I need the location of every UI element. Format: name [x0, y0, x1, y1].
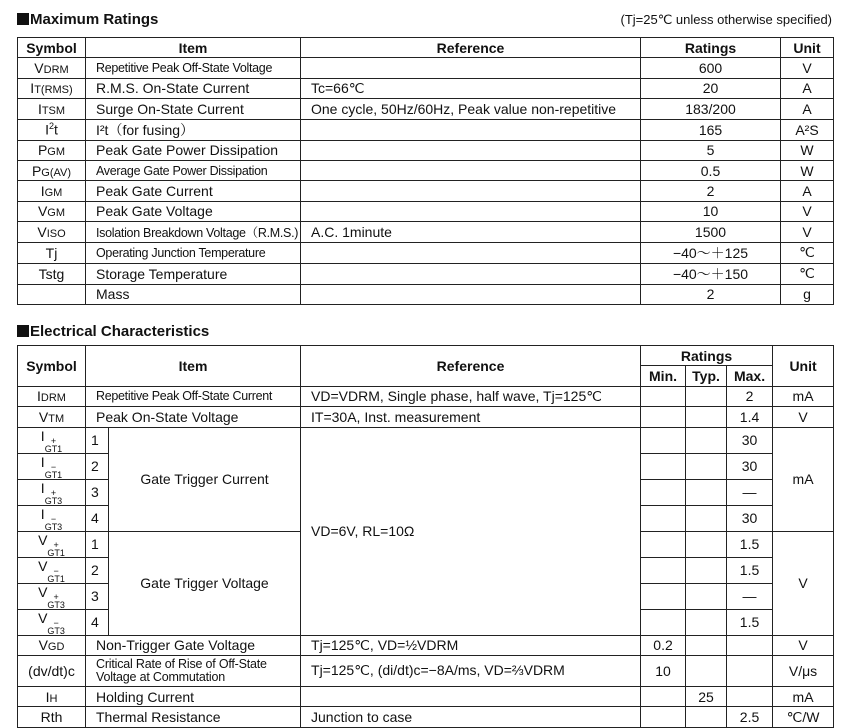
reference-cell [301, 140, 641, 160]
symbol-cell [18, 99, 86, 119]
unit-cell: W [781, 140, 834, 160]
symbol-main: V [38, 531, 48, 548]
typ-cell [686, 505, 727, 531]
symbol-sub: GM [47, 207, 66, 220]
table-row [18, 58, 834, 78]
typ-cell [686, 635, 727, 655]
symbol-main: I [37, 388, 41, 405]
symbol-main: I [40, 427, 45, 444]
typ-cell [686, 427, 727, 453]
rating-cell: 600 [641, 58, 781, 78]
rating-cell: 2 [641, 181, 781, 201]
symbol-cell [18, 78, 86, 98]
max-cell: 2.5 [727, 707, 773, 727]
item-cell: Holding Current [86, 686, 301, 706]
unit-cell: mA [773, 386, 834, 406]
symbol-main: I [40, 453, 45, 470]
header-max: Max. [727, 366, 773, 386]
mode-number-cell: 1 [86, 427, 109, 453]
table-row [18, 181, 834, 201]
item-cell: Repetitive Peak Off-State Voltage [86, 58, 301, 78]
header-reference: Reference [301, 346, 641, 387]
reference-cell: Tc=66℃ [301, 78, 641, 98]
symbol-main: I [40, 505, 45, 522]
typ-cell [686, 531, 727, 557]
header-reference: Reference [301, 38, 641, 58]
reference-cell [301, 263, 641, 284]
header-unit: Unit [773, 346, 834, 387]
unit-cell: A²S [781, 119, 834, 140]
symbol-main: V [34, 60, 44, 77]
max-cell: 1.5 [727, 557, 773, 583]
unit-cell: g [781, 284, 834, 304]
symbol-supsub [45, 489, 63, 505]
symbol-main: (dv/dt)c [28, 662, 75, 679]
symbol-sup: − [53, 617, 59, 628]
item-cell: I²t（for fusing） [86, 119, 301, 140]
item-cell: Peak Gate Current [86, 181, 301, 201]
reference-cell: One cycle, 50Hz/60Hz, Peak value non-repetitive [301, 99, 641, 119]
item-cell: Critical Rate of Rise of Off-State Voltage at Commutation [86, 655, 301, 686]
min-cell [641, 707, 686, 727]
symbol-cell [18, 427, 86, 453]
rating-cell: 20 [641, 78, 781, 98]
symbol-sub: GD [47, 641, 65, 654]
symbol-main: I [30, 80, 35, 97]
table-row [18, 427, 834, 453]
symbol-cell [18, 222, 86, 242]
unit-cell: V/μs [773, 655, 834, 686]
symbol-cell [18, 201, 86, 221]
symbol-sub: GT1 [47, 573, 65, 584]
typ-cell [686, 453, 727, 479]
unit-cell: V [781, 58, 834, 78]
max-cell [727, 635, 773, 655]
table-row [18, 655, 834, 686]
symbol-supsub [47, 593, 65, 609]
reference-cell [301, 201, 641, 221]
symbol-main: P [31, 162, 42, 179]
typ-cell [686, 707, 727, 727]
mode-number-cell: 2 [86, 453, 109, 479]
symbol-sub: GT3 [44, 495, 63, 506]
reference-cell [301, 160, 641, 180]
min-cell [641, 407, 686, 427]
item-cell: Peak Gate Voltage [86, 201, 301, 221]
max-ratings-condition: (Tj=25℃ unless otherwise specified) [620, 12, 832, 27]
min-cell: 0.2 [641, 635, 686, 655]
unit-cell: mA [773, 427, 834, 531]
header-item: Item [86, 38, 301, 58]
table-row [18, 160, 834, 180]
symbol-sup: + [53, 591, 59, 602]
item-cell: Storage Temperature [86, 263, 301, 284]
item-cell: Isolation Breakdown Voltage（R.M.S.) [86, 222, 301, 242]
table-row [18, 284, 834, 304]
symbol-cell [18, 181, 86, 201]
reference-cell [301, 284, 641, 304]
header-item: Item [86, 346, 301, 387]
unit-cell: V [781, 222, 834, 242]
reference-cell [301, 686, 641, 706]
symbol-sub: G(AV) [41, 166, 72, 179]
symbol-supsub [45, 463, 63, 479]
mode-number-cell: 3 [86, 479, 109, 505]
reference-cell [301, 242, 641, 263]
reference-cell: Tj=125℃, VD=½VDRM [301, 635, 641, 655]
symbol-main: I [45, 121, 49, 138]
unit-cell: mA [773, 686, 834, 706]
symbol-cell [18, 242, 86, 263]
symbol-sub: GM [44, 187, 63, 200]
unit-cell: W [781, 160, 834, 180]
symbol-cell [18, 284, 86, 304]
table-row [18, 635, 834, 655]
symbol-sup: 2 [48, 121, 54, 132]
mode-number-cell: 4 [86, 505, 109, 531]
symbol-sup: − [50, 461, 57, 472]
symbol-sub: DRM [43, 64, 69, 77]
symbol-cell [18, 160, 86, 180]
symbol-main: I [45, 688, 50, 705]
reference-cell: IT=30A, Inst. measurement [301, 407, 641, 427]
table-row [18, 386, 834, 406]
unit-cell: A [781, 78, 834, 98]
min-cell [641, 557, 686, 583]
table-row [18, 140, 834, 160]
rating-cell: −40～＋150 [641, 263, 781, 284]
min-cell [641, 453, 686, 479]
typ-cell [686, 407, 727, 427]
symbol-sub: H [49, 692, 58, 705]
symbol-main: V [38, 609, 48, 626]
max-ratings-heading [17, 11, 158, 28]
symbol-sup: − [50, 513, 57, 524]
max-cell: 30 [727, 453, 773, 479]
table-row [18, 242, 834, 263]
symbol-main: I [37, 100, 42, 117]
symbol-cell [18, 707, 86, 727]
symbol-cell [18, 557, 86, 583]
symbol-sub: GT3 [47, 599, 65, 610]
symbol-sub: GT3 [44, 521, 63, 532]
item-cell: Average Gate Power Dissipation [86, 160, 301, 180]
rating-cell: 183/200 [641, 99, 781, 119]
header-ratings: Ratings [641, 38, 781, 58]
min-cell [641, 583, 686, 609]
symbol-sup: + [53, 539, 59, 550]
typ-cell [686, 583, 727, 609]
symbol-supsub [47, 567, 65, 583]
square-bullet-icon [17, 325, 29, 337]
mode-number-cell: 1 [86, 531, 109, 557]
min-cell [641, 686, 686, 706]
min-cell [641, 427, 686, 453]
symbol-main: V [38, 408, 49, 425]
item-cell: Surge On-State Current [86, 99, 301, 119]
symbol-main: Tstg [38, 265, 65, 282]
electrical-heading [17, 323, 209, 340]
typ-cell [686, 557, 727, 583]
symbol-sup: − [53, 565, 59, 576]
square-bullet-icon [17, 13, 29, 25]
symbol-main: P [37, 142, 48, 159]
rating-cell: 5 [641, 140, 781, 160]
symbol-sub: TSM [41, 104, 66, 117]
table-row [18, 119, 834, 140]
symbol-cell [18, 479, 86, 505]
table-row [18, 407, 834, 427]
symbol-cell [18, 263, 86, 284]
header-min: Min. [641, 366, 686, 386]
max-cell: 1.4 [727, 407, 773, 427]
item-cell: Mass [86, 284, 301, 304]
symbol-sub: DRM [40, 392, 66, 405]
reference-cell: VD=VDRM, Single phase, half wave, Tj=125℃ [301, 386, 641, 406]
symbol-cell [18, 140, 86, 160]
symbol-main: Tj [45, 244, 58, 261]
item-cell: Thermal Resistance [86, 707, 301, 727]
symbol-cell [18, 386, 86, 406]
symbol-main: V [38, 637, 48, 654]
unit-cell: ℃/W [773, 707, 834, 727]
unit-cell: V [773, 407, 834, 427]
table-row [18, 99, 834, 119]
table-row [18, 263, 834, 284]
min-cell: 10 [641, 655, 686, 686]
max-cell: 2 [727, 386, 773, 406]
symbol-supsub [45, 515, 63, 531]
max-cell: 30 [727, 505, 773, 531]
typ-cell: 25 [686, 686, 727, 706]
symbol-cell [18, 58, 86, 78]
unit-cell: V [773, 531, 834, 635]
min-cell [641, 531, 686, 557]
rating-cell: 2 [641, 284, 781, 304]
rating-cell: −40～＋125 [641, 242, 781, 263]
max-cell: 1.5 [727, 531, 773, 557]
reference-cell [301, 181, 641, 201]
min-cell [641, 479, 686, 505]
max-ratings-table [17, 37, 834, 305]
reference-cell: VD=6V, RL=10Ω [301, 427, 641, 635]
max-ratings-title: Maximum Ratings [30, 11, 159, 28]
unit-cell: ℃ [781, 242, 834, 263]
symbol-sub: TM [48, 412, 65, 425]
unit-cell: V [773, 635, 834, 655]
max-cell [727, 686, 773, 706]
table-row [18, 707, 834, 727]
symbol-main: V [37, 223, 47, 240]
unit-cell: V [781, 201, 834, 221]
item-cell: Repetitive Peak Off-State Current [86, 386, 301, 406]
symbol-sub: T(RMS) [34, 84, 73, 97]
header-symbol: Symbol [18, 346, 86, 387]
max-cell: — [727, 479, 773, 505]
symbol-cell [18, 505, 86, 531]
max-cell: 30 [727, 427, 773, 453]
symbol-cell [18, 453, 86, 479]
min-cell [641, 386, 686, 406]
min-cell [641, 609, 686, 635]
symbol-main: Rth [40, 709, 63, 726]
symbol-main: I [40, 479, 45, 496]
symbol-main: I [40, 183, 45, 200]
typ-cell [686, 479, 727, 505]
rating-cell: 1500 [641, 222, 781, 242]
max-cell [727, 655, 773, 686]
unit-cell: A [781, 181, 834, 201]
table-row [18, 222, 834, 242]
symbol-sup: + [50, 487, 57, 498]
symbol-sub: ISO [46, 227, 66, 240]
electrical-title: Electrical Characteristics [30, 323, 210, 340]
reference-cell: Junction to case [301, 707, 641, 727]
item-cell: R.M.S. On-State Current [86, 78, 301, 98]
symbol-cell [18, 119, 86, 140]
typ-cell [686, 655, 727, 686]
max-cell: — [727, 583, 773, 609]
unit-cell: ℃ [781, 263, 834, 284]
max-cell: 1.5 [727, 609, 773, 635]
symbol-cell [18, 407, 86, 427]
reference-cell [301, 119, 641, 140]
header-ratings: Ratings [641, 346, 773, 366]
symbol-cell [18, 583, 86, 609]
reference-cell: Tj=125℃, (di/dt)c=−8A/ms, VD=⅔VDRM [301, 655, 641, 686]
symbol-cell [18, 609, 86, 635]
rating-cell: 10 [641, 201, 781, 221]
header-unit: Unit [781, 38, 834, 58]
symbol-main: V [37, 203, 48, 220]
item-cell: Operating Junction Temperature [86, 242, 301, 263]
symbol-main: V [38, 557, 48, 574]
typ-cell [686, 609, 727, 635]
symbol-supsub [45, 437, 63, 453]
rating-cell: 0.5 [641, 160, 781, 180]
symbol-sup: + [50, 435, 57, 446]
table-row [18, 78, 834, 98]
rating-cell: 165 [641, 119, 781, 140]
electrical-table [17, 345, 834, 728]
item-cell: Non-Trigger Gate Voltage [86, 635, 301, 655]
item-cell: Peak Gate Power Dissipation [86, 140, 301, 160]
symbol-supsub [47, 541, 65, 557]
table-row [18, 686, 834, 706]
symbol-tail: t [54, 121, 58, 138]
mode-number-cell: 3 [86, 583, 109, 609]
symbol-cell [18, 686, 86, 706]
header-typ: Typ. [686, 366, 727, 386]
table-row [18, 201, 834, 221]
typ-cell [686, 386, 727, 406]
symbol-cell [18, 531, 86, 557]
mode-number-cell: 2 [86, 557, 109, 583]
header-symbol: Symbol [18, 38, 86, 58]
item-cell: Gate Trigger Current [109, 427, 301, 531]
symbol-supsub [47, 619, 65, 635]
symbol-sub: GT1 [47, 547, 65, 558]
symbol-main: V [38, 583, 48, 600]
symbol-sub: GT1 [44, 469, 63, 480]
unit-cell: A [781, 99, 834, 119]
reference-cell [301, 58, 641, 78]
reference-cell: A.C. 1minute [301, 222, 641, 242]
symbol-sub: GT3 [47, 625, 65, 636]
symbol-cell [18, 635, 86, 655]
item-cell: Gate Trigger Voltage [109, 531, 301, 635]
symbol-cell [18, 655, 86, 686]
item-cell: Peak On-State Voltage [86, 407, 301, 427]
symbol-sub: GT1 [44, 443, 63, 454]
mode-number-cell: 4 [86, 609, 109, 635]
min-cell [641, 505, 686, 531]
symbol-sub: GM [47, 146, 66, 159]
